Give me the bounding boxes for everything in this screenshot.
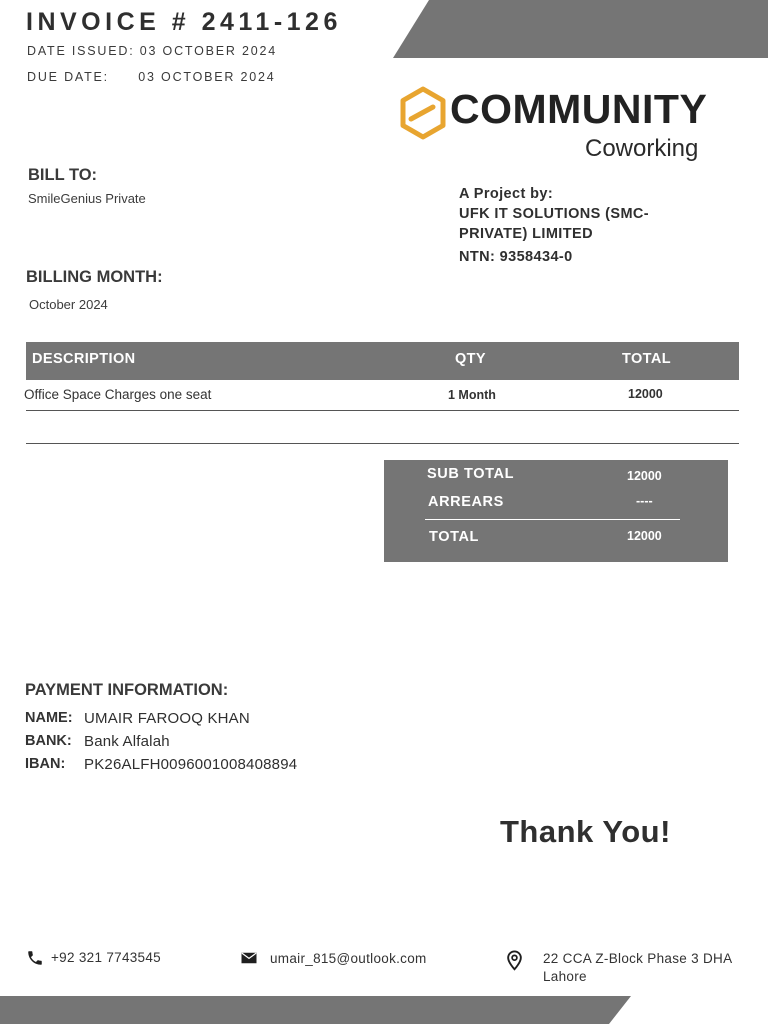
- billing-month-heading: BILLING MONTH:: [26, 268, 163, 286]
- footer-band: [0, 996, 631, 1024]
- date-issued-label: DATE ISSUED:: [27, 44, 135, 58]
- row-description: Office Space Charges one seat: [24, 387, 212, 402]
- project-line-1: A Project by:: [459, 186, 554, 202]
- row-divider: [26, 410, 739, 411]
- footer-email: umair_815@outlook.com: [270, 951, 427, 966]
- bill-to-heading: BILL TO:: [28, 166, 98, 184]
- arrears-value: ----: [636, 494, 653, 508]
- subtotal-value: 12000: [627, 469, 662, 483]
- footer-address-line-2: Lahore: [543, 969, 587, 984]
- total-value: 12000: [627, 529, 662, 543]
- date-issued-row: [27, 44, 277, 58]
- brand-name: COMMUNITY: [450, 86, 708, 132]
- payment-name-value: UMAIR FAROOQ KHAN: [84, 710, 250, 727]
- row-total: 12000: [628, 387, 663, 401]
- totals-box: [384, 460, 728, 562]
- payment-bank-value: Bank Alfalah: [84, 733, 170, 750]
- bill-to-name: SmileGenius Private: [28, 191, 146, 206]
- col-qty: QTY: [455, 351, 487, 367]
- table-end-divider: [26, 443, 739, 444]
- thank-you-text: Thank You!: [500, 814, 671, 849]
- col-description: DESCRIPTION: [32, 351, 136, 367]
- payment-iban-value: PK26ALFH0096001008408894: [84, 756, 298, 773]
- project-line-2: UFK IT SOLUTIONS (SMC-: [459, 206, 650, 222]
- invoice-title: INVOICE # 2411-126: [26, 8, 342, 36]
- arrears-label: ARREARS: [428, 494, 504, 510]
- mail-icon: [240, 949, 258, 967]
- footer-address-line-1: 22 CCA Z-Block Phase 3 DHA: [543, 951, 733, 966]
- date-issued-value: 03 OCTOBER 2024: [139, 44, 278, 58]
- project-line-3: PRIVATE) LIMITED: [459, 226, 593, 242]
- payment-bank-label: BANK:: [25, 733, 72, 749]
- location-pin-icon: [505, 950, 524, 971]
- brand-tagline: Coworking: [585, 135, 699, 162]
- phone-icon: [26, 949, 44, 967]
- payment-iban-label: IBAN:: [25, 756, 66, 772]
- row-qty: 1 Month: [448, 388, 496, 402]
- community-logo-icon: [399, 86, 447, 140]
- due-date-row: [27, 70, 276, 84]
- table-header: [26, 342, 739, 380]
- col-total: TOTAL: [622, 351, 671, 367]
- billing-month-value: October 2024: [29, 297, 108, 312]
- project-ntn: NTN: 9358434-0: [459, 249, 573, 265]
- footer-phone: +92 321 7743545: [51, 950, 161, 965]
- subtotal-label: SUB TOTAL: [427, 466, 515, 482]
- total-label: TOTAL: [429, 529, 479, 545]
- project-info: [459, 184, 709, 267]
- due-date-value: 03 OCTOBER 2024: [138, 70, 276, 84]
- due-date-label: DUE DATE:: [27, 70, 109, 84]
- payment-heading: PAYMENT INFORMATION:: [25, 681, 229, 699]
- payment-name-label: NAME:: [25, 710, 73, 726]
- header-band: [393, 0, 768, 58]
- totals-divider: [425, 519, 680, 520]
